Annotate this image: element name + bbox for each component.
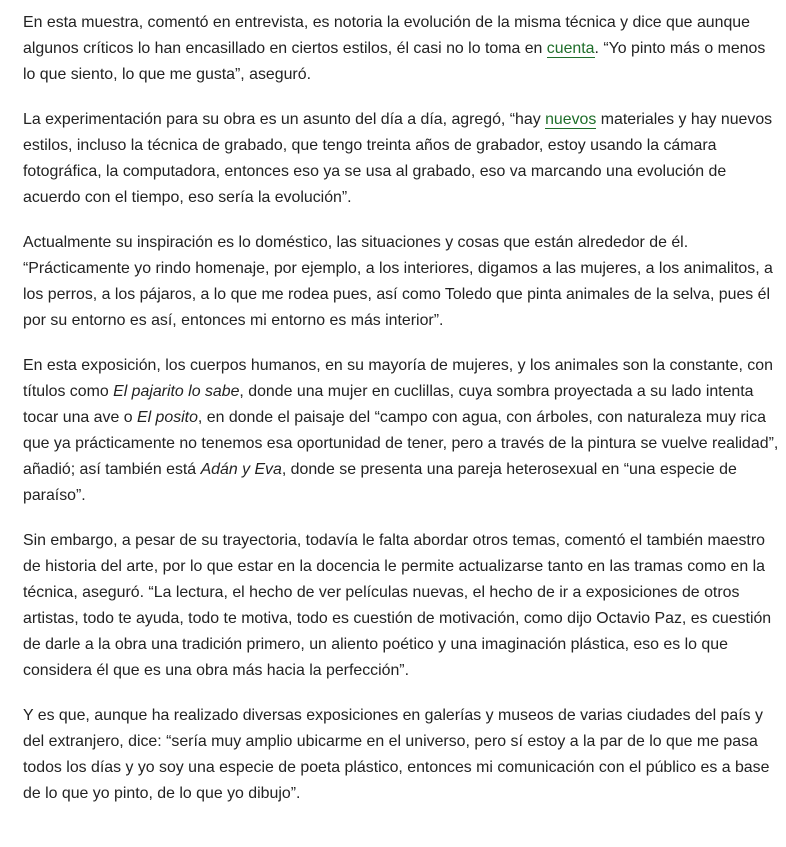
artwork-title: El pajarito lo sabe: [113, 383, 240, 400]
paragraph-text: En esta exposición, los cuerpos humanos, en su mayoría de mujeres, y los animales son la constante, con títulos como: [23, 357, 773, 400]
paragraph: [23, 703, 781, 807]
paragraph: [23, 107, 781, 211]
paragraph-text: , en donde el paisaje del “campo con agua, con árboles, con naturaleza muy rica que ya prácticamente no tenemos esa oportunidad de tener, pero a través de la pintura se vuelve realidad”, añadió; así también está: [23, 409, 779, 478]
paragraph: [23, 10, 781, 88]
paragraph: [23, 528, 781, 684]
paragraph-text: , donde se presenta una pareja heterosexual en “una especie de paraíso”.: [23, 461, 737, 504]
paragraph-text: Actualmente su inspiración es lo doméstico, las situaciones y cosas que están alrededor de él. “Prácticamente yo rindo homenaje, por ejemplo, a los interiores, digamos a las mujeres, a los animalitos, a los perros, a los pájaros, a lo que me rodea pues, así como Toledo que pinta animales de la selva, pues él por su entorno es así, entonces mi entorno es más interior”.: [23, 234, 773, 329]
paragraph-text: En esta muestra, comentó en entrevista, es notoria la evolución de la misma técnica y dice que aunque algunos críticos lo han encasillado en ciertos estilos, él casi no lo toma en: [23, 14, 750, 57]
article-body: [23, 10, 781, 826]
artwork-title: El posito: [136, 409, 198, 426]
paragraph-text: Sin embargo, a pesar de su trayectoria, todavía le falta abordar otros temas, comentó el también maestro de historia del arte, por lo que estar en la docencia le permite actualizarse tanto en las tramas como en la técnica, aseguró. “La lectura, el hecho de ver películas nuevas, el hecho de ir a exposiciones de otros artistas, todo te ayuda, todo te motiva, todo es cuestión de motivación, como dijo Octavio Paz, es cuestión de darle a la obra una tradición primero, un aliento poético y una imaginación plástica, eso es lo que considera él que es una obra más hacia la perfección”.: [23, 532, 772, 679]
paragraph-text: Y es que, aunque ha realizado diversas exposiciones en galerías y museos de varias ciudades del país y del extranjero, dice: “sería muy amplio ubicarme en el universo, pero sí estoy a la par de lo que me pasa todos los días y yo soy una especie de poeta plástico, entonces mi comunicación con el público es a base de lo que yo pinto, de lo que yo dibujo”.: [23, 707, 770, 802]
paragraph: [23, 353, 781, 509]
inline-link[interactable]: cuenta: [546, 40, 595, 57]
artwork-title: Adán y Eva: [200, 461, 282, 478]
paragraph: [23, 230, 781, 334]
paragraph-text: , donde una mujer en cuclillas, cuya sombra proyectada a su lado intenta tocar una ave o: [23, 383, 754, 426]
paragraph-text: . “Yo pinto más o menos lo que siento, lo que me gusta”, aseguró.: [23, 40, 766, 83]
inline-link[interactable]: nuevos: [545, 111, 597, 128]
paragraph-text: materiales y hay nuevos estilos, incluso la técnica de grabado, que tengo treinta años de grabador, estoy usando la cámara fotográfica, la computadora, entonces eso ya se usa al grabado, eso va marcando una evolución de acuerdo con el tiempo, eso sería la evolución”.: [23, 111, 773, 206]
paragraph-text: La experimentación para su obra es un asunto del día a día, agregó, “hay: [23, 111, 546, 128]
